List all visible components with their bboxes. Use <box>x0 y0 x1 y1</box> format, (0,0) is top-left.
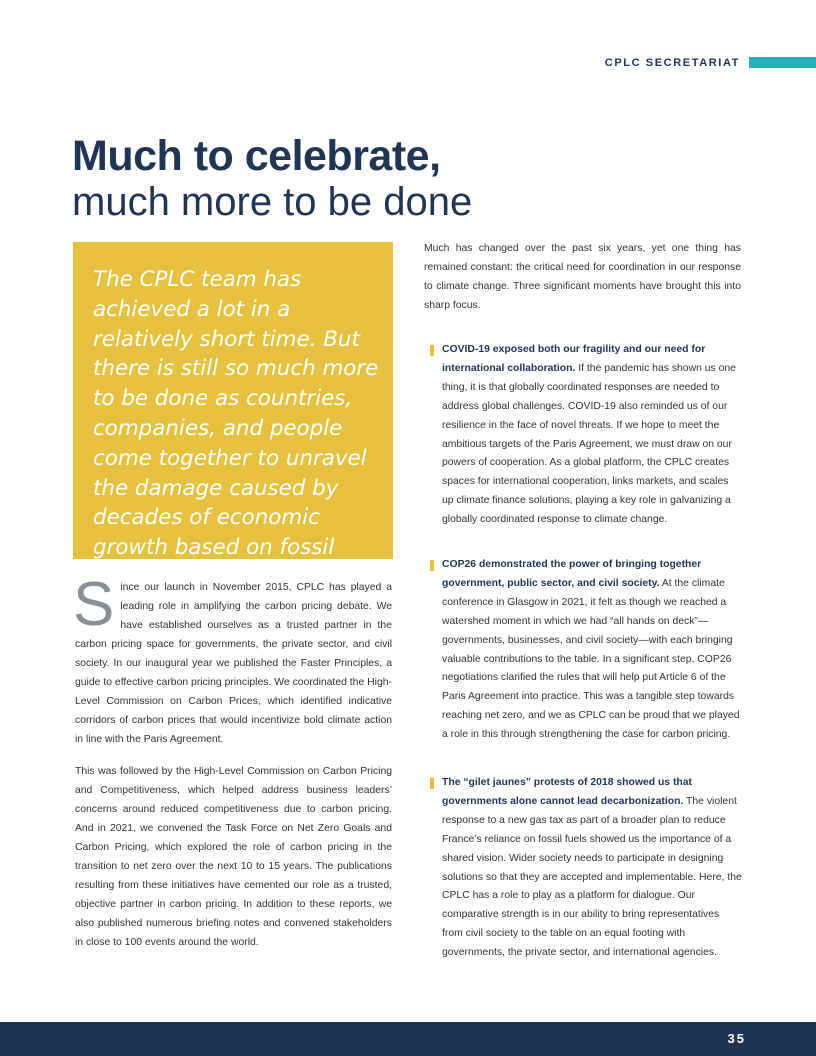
key-point-body: At the climate conference in Glasgow in 2021, it felt as though we reached a watershed moment in which we had “all hands on deck”—governments, businesses, and civil society—with each bringing valuable contributions to the table. In a significant step, COP26 negotiations clarified the rules that will help put Article 6 of the Paris Agreement into practice. This was a tangible step towards reaching net zero, and we as CPLC can be proud that we played a role in this through strengthening the case for carbon pricing. <box>442 577 740 741</box>
key-point-body: The violent response to a new gas tax as part of a broader plan to reduce France’s reliance on fossil fuels showed us the importance of a shared vision. Wider society needs to participate in designing solutions so that they are accepted and implementable. Here, the CPLC has a role to play as a platform for dialogue. Our comparative strength is in our ability to bring representatives from civil society to the table on an equal footing with governments, the private sector, and international agencies. <box>442 795 742 959</box>
pull-quote-text: The CPLC team has achieved a lot in a relatively short time. But there is still so much more to be done as countries, companies, and people come together to unravel the damage caused by decades of economic growth based on fossil fuels. <box>93 267 379 590</box>
key-point-heading: The “gilet jaunes” protests of 2018 showed us that governments alone cannot lead decarbonization. <box>442 777 693 807</box>
bullet-marker <box>430 560 434 571</box>
key-point-covid <box>430 341 742 530</box>
footer-bar <box>0 1022 816 1056</box>
intro-text: Much has changed over the past six years, yet one thing has remained constant: the critical need for coordination in our response to climate change. Three significant moments have brought this into sharp focus. <box>424 243 741 311</box>
key-point-gilet-jaunes <box>430 774 742 963</box>
drop-cap: S <box>73 570 115 639</box>
key-point-heading: COP26 demonstrated the power of bringing together government, public sector, and civil society. <box>442 559 702 589</box>
pull-quote-box <box>73 242 393 590</box>
page-title-light: much more to be done <box>72 180 473 224</box>
key-point-cop26 <box>430 556 742 745</box>
page-title-bold: Much to celebrate, <box>72 132 441 180</box>
body-paragraph-1 <box>73 570 392 749</box>
paragraph-2-text: This was followed by the High-Level Commission on Carbon Pricing and Competitiveness, which helped address business leaders’ concerns around reduced competitiveness due to carbon pricing. And in 2021, we convened the Task Force on Net Zero Goals and Carbon Pricing, which explored the role of carbon pricing in the transition to net zero over the next 10 to 15 years. The publications resulting from these initiatives have cemented our role as a trusted, objective partner in carbon pricing. In addition to these reports, we also published numerous briefing notes and convened stakeholders in close to 100 events around the world. <box>75 766 392 948</box>
header-accent-bar <box>749 57 816 68</box>
intro-paragraph <box>424 239 741 315</box>
bullet-marker <box>430 778 434 789</box>
key-point-body: If the pandemic has shown us one thing, it is that globally coordinated responses are needed to address global challenges. COVID-19 also reminded us of our resilience in the face of novel threats. If we hope to meet the ambitious targets of the Paris Agreement, we must draw on our powers of cooperation. As a global platform, the CPLC creates spaces for international cooperation, links markets, and scales up climate finance solutions, playing a key role in galvanizing a globally coordinated response to climate change. <box>442 362 736 526</box>
key-point-heading: COVID-19 exposed both our fragility and our need for international collaboration. <box>442 344 706 374</box>
paragraph-1-text: ince our launch in November 2015, CPLC has played a leading role in amplifying the carbon pricing debate. We have established ourselves as a trusted partner in the carbon pricing space for governments, the private sector, and civil society. In our inaugural year we published the Faster Principles, a guide to effective carbon pricing principles. We coordinated the High-Level Commission on Carbon Prices, which identified indicative corridors of carbon prices that would incentivize bold climate action in line with the Paris Agreement. <box>75 582 392 745</box>
section-label: CPLC SECRETARIAT <box>604 57 740 69</box>
body-paragraph-2 <box>75 762 392 952</box>
bullet-marker <box>430 345 434 356</box>
page-number: 35 <box>727 1031 746 1046</box>
